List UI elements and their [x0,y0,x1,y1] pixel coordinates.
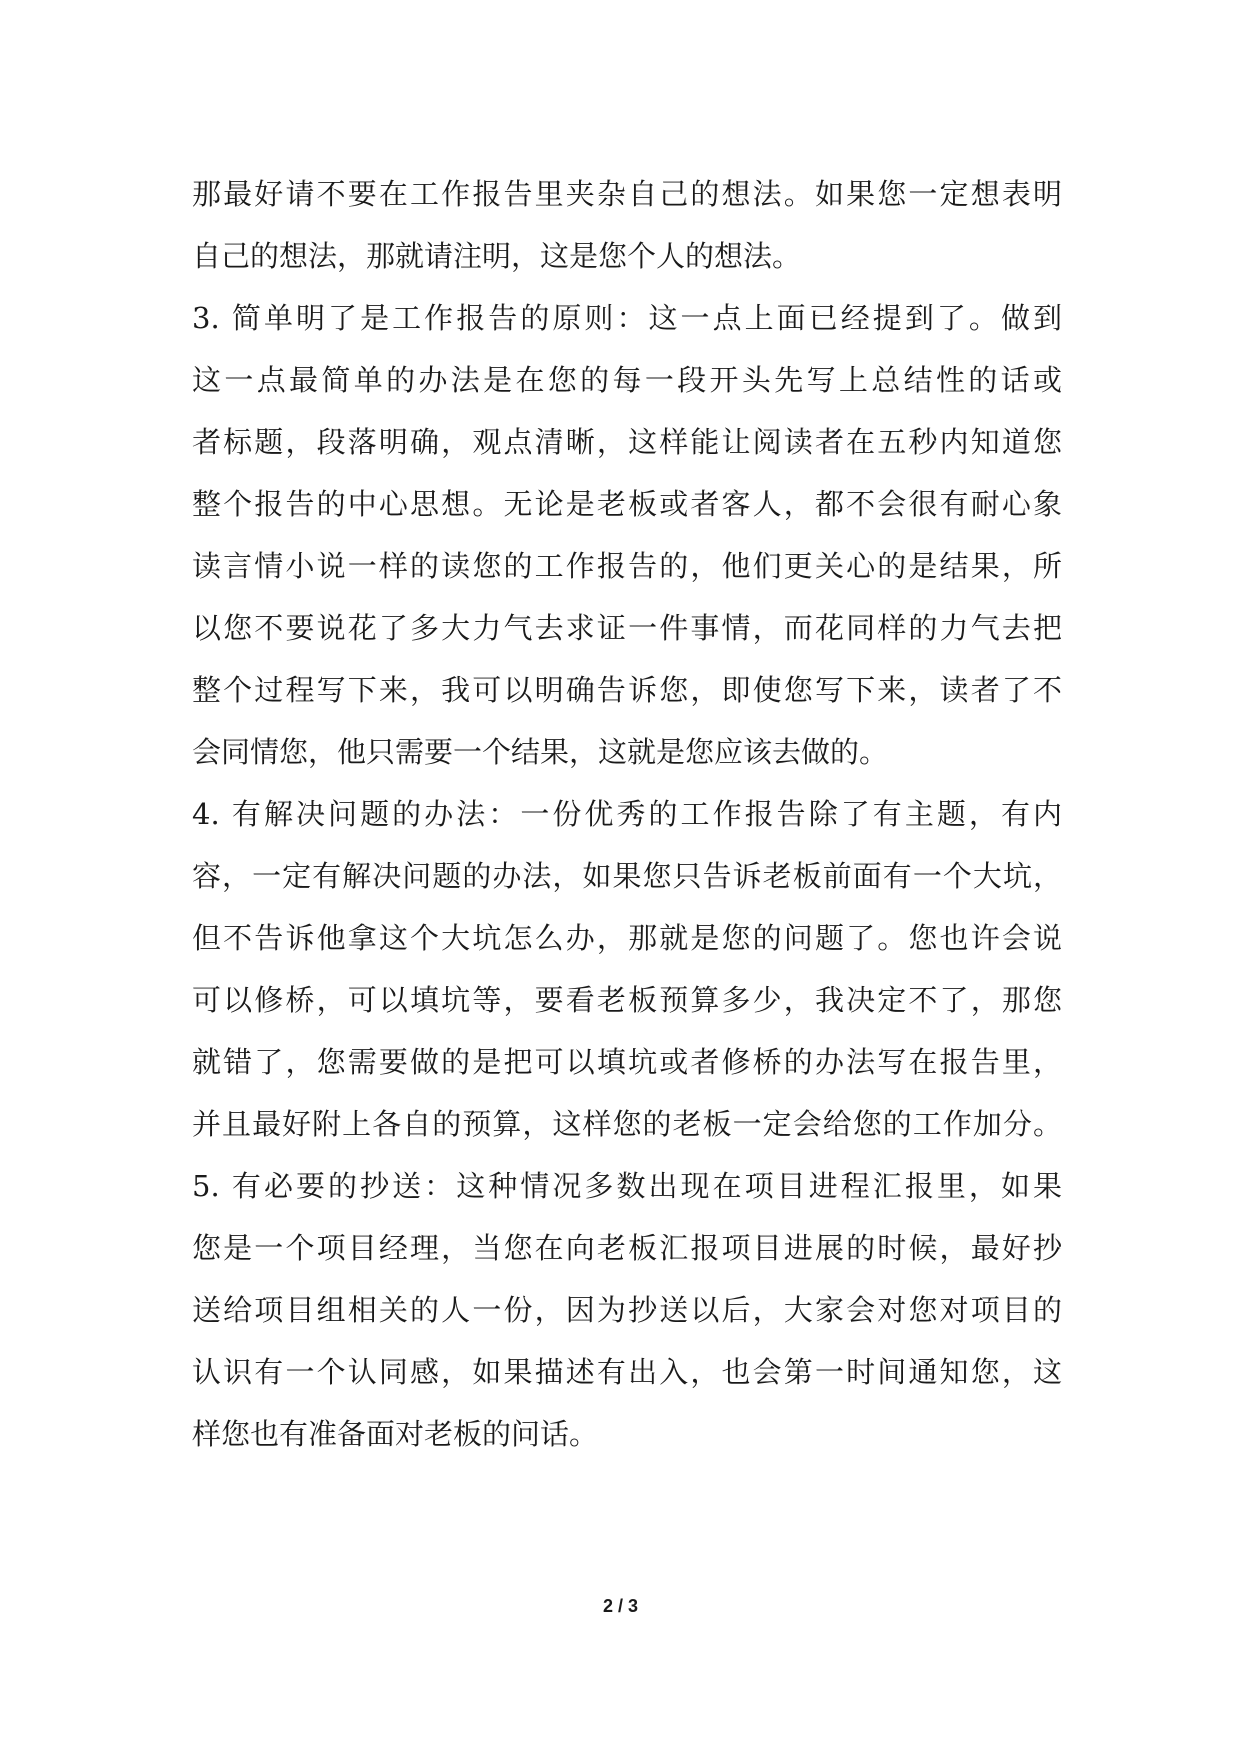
text-line: 这一点最简单的办法是在您的每一段开头先写上总结性的话或 [192,363,1062,397]
text-line: 您是一个项目经理，当您在向老板汇报项目进展的时候，最好抄 [192,1231,1062,1265]
text-line: 可以修桥，可以填坑等，要看老板预算多少，我决定不了，那您 [192,983,1062,1017]
text-line: 整个过程写下来，我可以明确告诉您，即使您写下来，读者了不 [192,673,1062,707]
text-line: 以您不要说花了多大力气去求证一件事情，而花同样的力气去把 [192,611,1062,645]
text-line: 会同情您，他只需要一个结果，这就是您应该去做的。 [192,735,889,769]
text-line: 样您也有准备面对老板的问话。 [192,1417,599,1451]
text-line: 送给项目组相关的人一份，因为抄送以后，大家会对您对项目的 [192,1293,1062,1327]
text-line: 读言情小说一样的读您的工作报告的，他们更关心的是结果，所 [192,549,1062,583]
list-item-heading-line: 3. 简单明了是工作报告的原则：这一点上面已经提到了。做到 [192,301,1062,335]
text-line: 但不告诉他拿这个大坑怎么办，那就是您的问题了。您也许会说 [192,921,1062,955]
text-line: 认识有一个认同感，如果描述有出入，也会第一时间通知您，这 [192,1355,1062,1389]
text-line: 并且最好附上各自的预算，这样您的老板一定会给您的工作加分。 [192,1107,1062,1141]
list-item-heading-line: 5. 有必要的抄送：这种情况多数出现在项目进程汇报里，如果 [192,1169,1062,1203]
page-number: 2 / 3 [602,1596,639,1616]
list-item-heading-line: 4. 有解决问题的办法：一份优秀的工作报告除了有主题，有内 [192,797,1062,831]
text-line: 自己的想法，那就请注明，这是您个人的想法。 [192,239,802,273]
text-line: 者标题，段落明确，观点清晰，这样能让阅读者在五秒内知道您 [192,425,1062,459]
text-line: 那最好请不要在工作报告里夹杂自己的想法。如果您一定想表明 [192,177,1062,211]
document-body [192,163,1062,1465]
text-line: 就错了，您需要做的是把可以填坑或者修桥的办法写在报告里， [192,1045,1062,1079]
text-line: 整个报告的中心思想。无论是老板或者客人，都不会很有耐心象 [192,487,1062,521]
text-line: 容，一定有解决问题的办法，如果您只告诉老板前面有一个大坑， [192,859,1062,893]
